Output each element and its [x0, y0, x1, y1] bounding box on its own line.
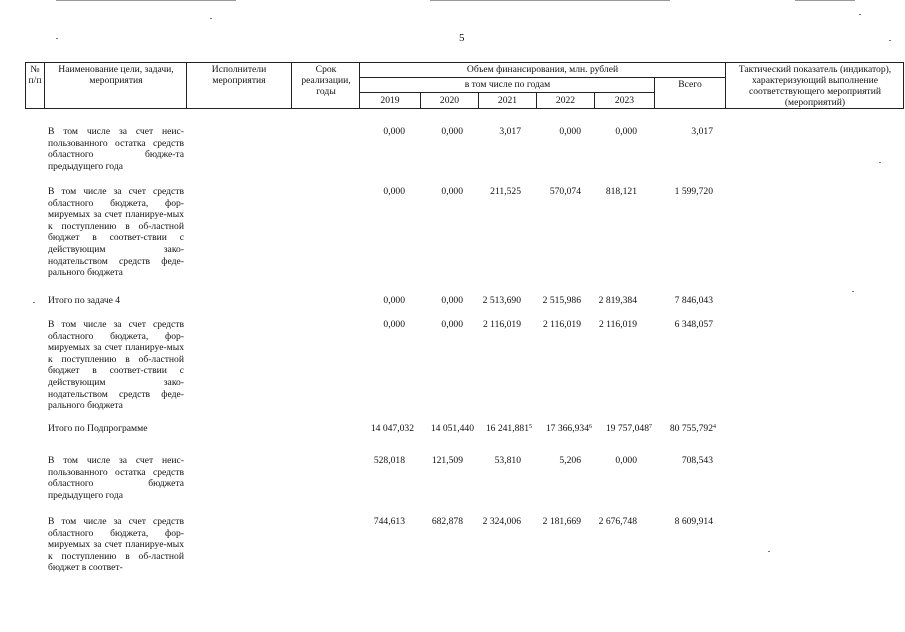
value-2021: 16 241,881$^5$: [485, 423, 532, 434]
header-col-executors: Исполнители мероприятия: [211, 64, 267, 86]
value-2019: 528,018: [373, 455, 405, 466]
row-name: Итого по задаче 4: [48, 295, 121, 306]
scan-speck: [56, 38, 58, 39]
value-2022: 17 366,934$^6$: [545, 423, 592, 434]
value-total: 7 846,043: [674, 295, 713, 306]
header-year-2021: 2021: [497, 95, 518, 106]
header-col-funding: Объем финансирования, млн. рублей: [466, 64, 619, 75]
page-number: 5: [459, 32, 465, 44]
value-2023: 19 757,048$^7$: [605, 423, 652, 434]
value-2023: 2 819,384: [598, 295, 637, 306]
value-2019: 14 047,032: [370, 423, 414, 434]
value-total: 3,017: [691, 126, 713, 137]
table-header: [25, 62, 904, 109]
header-year-2022: 2022: [555, 95, 576, 106]
header-year-2023: 2023: [614, 95, 635, 106]
value-2023: 2 116,019: [598, 319, 637, 330]
value-2020: 0,000: [441, 295, 463, 306]
value-2023: 818,121: [605, 186, 637, 197]
value-total: 708,543: [681, 455, 713, 466]
value-total: 8 609,914: [674, 516, 713, 527]
value-2019: 0,000: [383, 319, 405, 330]
header-col-number: № п/п: [28, 64, 42, 86]
header-year-2020: 2020: [439, 95, 460, 106]
scan-speck: [889, 40, 891, 41]
value-2022: 2 515,986: [542, 295, 581, 306]
value-2021: 211,525: [490, 186, 521, 197]
top-edge-line: [795, 0, 855, 1]
top-edge-line: [430, 0, 670, 1]
row-name: В том числе за счет неис-пользованного остатка средств областного бюдже-та предыдущего года: [48, 126, 184, 172]
value-2020: 14 051,440: [430, 423, 474, 434]
row-name: Итого по Подпрограмме: [48, 423, 148, 434]
scan-speck: [879, 162, 881, 163]
value-2019: 744,613: [373, 516, 405, 527]
value-2021: 2 116,019: [482, 319, 521, 330]
value-total: 6 348,057: [674, 319, 713, 330]
scan-speck: [859, 14, 861, 15]
value-2020: 0,000: [441, 186, 463, 197]
value-2021: 2 513,690: [482, 295, 521, 306]
value-2020: 0,000: [441, 126, 463, 137]
value-2021: 53,810: [494, 455, 521, 466]
row-name: В том числе за счет средств областного бюджета, фор-мируемых за счет планируе-мых к поступлению в об-ластной бюджет в соответ-: [48, 516, 184, 574]
value-total: 1 599,720: [674, 186, 713, 197]
value-2022: 0,000: [559, 126, 581, 137]
row-name: В том числе за счет средств областного бюджета, фор-мируемых за счет планируе-мых к поступлению в об-ластной бюджет в соответ-ствии с действующим зако-нодательством средств феде-рального бюджета: [48, 319, 184, 412]
value-2019: 0,000: [383, 186, 405, 197]
top-edge-line: [56, 0, 236, 1]
value-2022: 5,206: [559, 455, 581, 466]
value-total: 80 755,792$^4$: [669, 423, 716, 434]
value-2022: 570,074: [549, 186, 581, 197]
value-2021: 2 324,006: [482, 516, 521, 527]
scan-speck: [210, 18, 212, 19]
row-name: В том числе за счет неис-пользованного остатка средств областного бюджета предыдущего года: [48, 455, 184, 501]
value-2022: 2 116,019: [542, 319, 581, 330]
value-2023: 0,000: [615, 455, 637, 466]
header-col-by-years: в том числе по годам: [464, 79, 551, 90]
value-2023: 0,000: [615, 126, 637, 137]
header-year-2019: 2019: [380, 95, 400, 106]
value-2020: 121,509: [431, 455, 463, 466]
value-2019: 0,000: [383, 295, 405, 306]
scan-speck: [852, 291, 854, 292]
value-2022: 2 181,669: [542, 516, 581, 527]
value-2019: 0,000: [383, 126, 405, 137]
header-col-total: Всего: [678, 79, 702, 90]
scan-speck: [33, 302, 35, 303]
value-2021: 3,017: [499, 126, 521, 137]
row-name: В том числе за счет средств областного бюджета, фор-мируемых за счет планируе-мых к поступлению в об-ластной бюджет в соответ-ствии с действующим зако-нодательством средств феде-рального бюджета: [48, 186, 184, 279]
value-2023: 2 676,748: [598, 516, 637, 527]
header-col-indicator: Тактический показатель (индикатор), характеризующий выполнение соответствующего мероприятий (мероприятий): [738, 64, 892, 108]
header-col-term: Срок реализации, годы: [301, 64, 351, 97]
header-col-name: Наименование цели, задачи, мероприятия: [58, 64, 174, 86]
value-2020: 0,000: [441, 319, 463, 330]
value-2020: 682,878: [431, 516, 463, 527]
scan-speck: [768, 551, 770, 552]
